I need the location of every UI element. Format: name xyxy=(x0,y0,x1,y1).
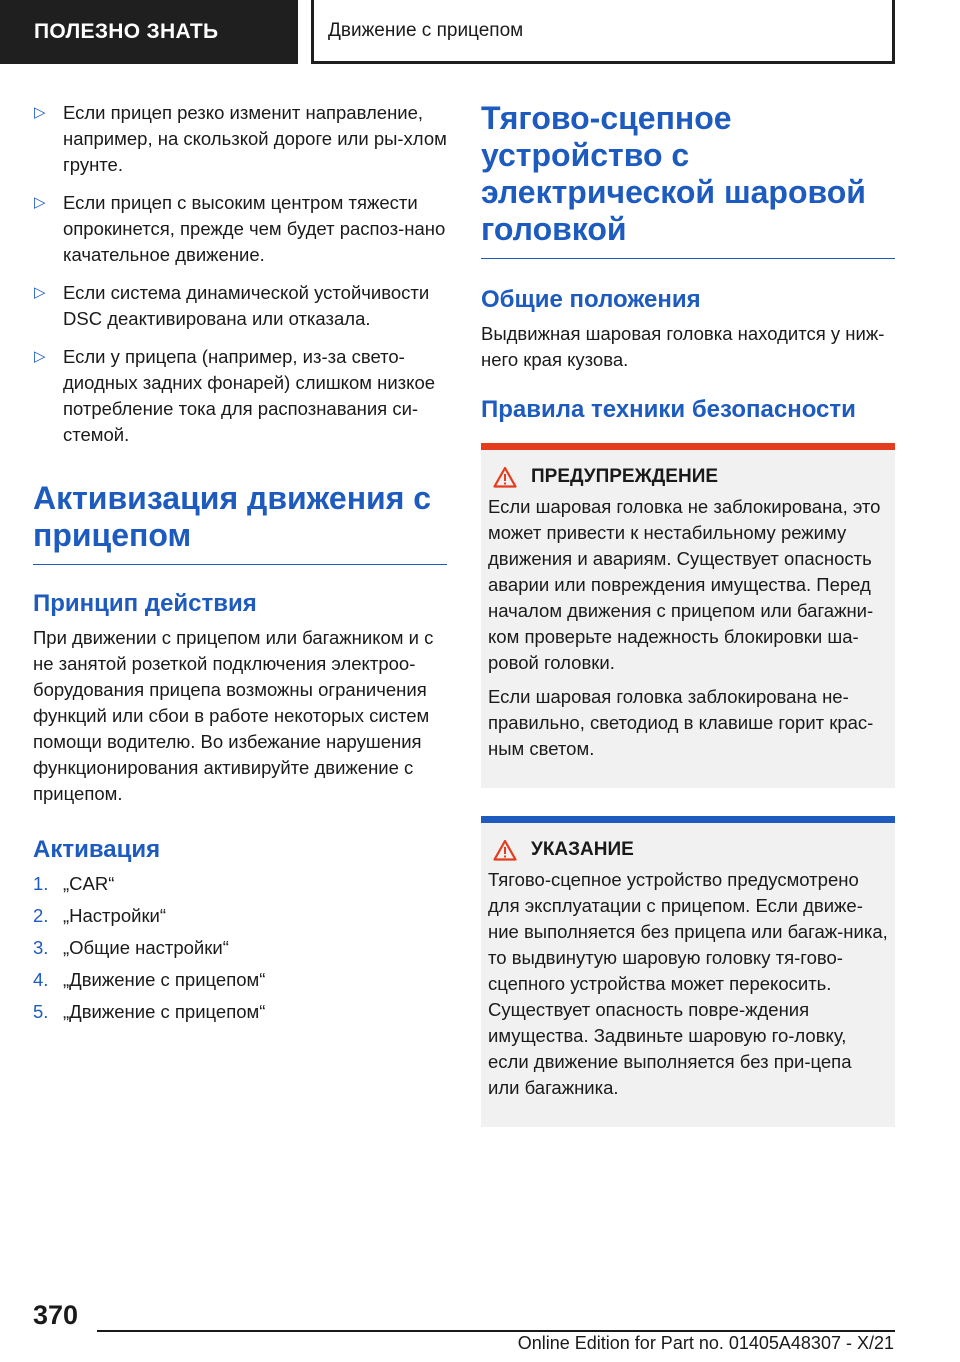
right-column xyxy=(481,100,895,1127)
section-title-towbar: Тягово-сцепное устройство с электрической шаровой головкой xyxy=(481,100,895,259)
principle-heading: Принцип действия xyxy=(33,590,257,617)
list-item: ▷ Если система динамической устойчивости DSC деактивирована или отказала. xyxy=(34,282,430,329)
step-item: 1. „CAR“ xyxy=(33,873,115,894)
step-item: 2. „Настройки“ xyxy=(33,905,167,926)
list-item: ▷ Если прицеп с высоким центром тяжести опрокинется, прежде чем будет распоз-нано качательное движение. xyxy=(34,192,446,265)
triangle-bullet-icon: ▷ xyxy=(34,284,46,301)
safety-heading: Правила техники безопасности xyxy=(481,396,856,423)
list-item: ▷ Если прицеп резко изменит направление, например, на скользкой дороге или ры-хлом грунте. xyxy=(34,102,447,175)
warning-triangle-icon xyxy=(493,466,517,488)
header-chapter-tab xyxy=(311,0,895,64)
warning-text-1: Если шаровая головка не заблокирована, это может привести к нестабильному режиму движения и авариям. Существует опасность аварии или повреждения имущества. Перед началом движения с прицепом или багажни-ком проверьте надежность блокировки ша-ровой головки. xyxy=(488,496,881,673)
step-item: 5. „Движение с прицепом“ xyxy=(33,1001,266,1022)
activation-heading: Активация xyxy=(33,836,161,863)
general-text: Выдвижная шаровая головка находится у ниж-него края кузова. xyxy=(481,323,885,370)
general-heading: Общие положения xyxy=(481,286,701,313)
triangle-bullet-icon: ▷ xyxy=(34,348,46,365)
left-column xyxy=(33,100,447,1031)
warning-title xyxy=(488,466,888,488)
note-title xyxy=(488,839,888,861)
section-title-trailer-mode: Активизация движения с прицепом xyxy=(33,480,447,565)
note-label: УКАЗАНИЕ xyxy=(531,839,634,860)
activation-steps xyxy=(33,871,447,1025)
warning-label: ПРЕДУПРЕЖДЕНИЕ xyxy=(531,466,719,487)
header-section-label: ПОЛЕЗНО ЗНАТЬ xyxy=(34,20,219,43)
condition-list xyxy=(33,100,447,448)
step-item: 3. „Общие настройки“ xyxy=(33,937,229,958)
footer-edition: Online Edition for Part no. 01405A48307 - X/21 xyxy=(517,1333,894,1353)
header-chapter-label: Движение с прицепом xyxy=(328,19,524,41)
warning-text-2: Если шаровая головка заблокирована не-правильно, светодиод в клавише горит крас-ным светом. xyxy=(488,686,874,759)
footer-divider xyxy=(97,1330,895,1332)
list-item: ▷ Если у прицепа (например, из-за свето-диодных задних фонарей) слишком низкое потребление тока для распознавания си-стемой. xyxy=(34,346,436,445)
step-item: 4. „Движение с прицепом“ xyxy=(33,969,266,990)
note-box xyxy=(481,816,895,1127)
principle-text: При движении с прицепом или багажником и с не занятой розеткой подключения электроо-борудования прицепа возможны ограничения функций или сбои в работе некоторых систем помощи водителю. Во избежание нарушения функционирования активируйте движение с прицепом. xyxy=(33,627,434,804)
caution-triangle-icon xyxy=(493,839,517,861)
page-number: 370 xyxy=(33,1300,79,1330)
warning-box xyxy=(481,443,895,788)
note-text: Тягово-сцепное устройство предусмотрено для эксплуатации с прицепом. Если движе-ние выполняется без прицепа или багаж-ника, то выдвинутую шаровую головку тя-гово-сцепного устройства может перекосить. Существует опасность повре-ждения имущества. Задвиньте шаровую го-ловку, если движение выполняется без при-цепа или багажника. xyxy=(488,869,888,1098)
triangle-bullet-icon: ▷ xyxy=(34,194,46,211)
header-section-tab xyxy=(0,0,298,64)
triangle-bullet-icon: ▷ xyxy=(34,104,46,121)
